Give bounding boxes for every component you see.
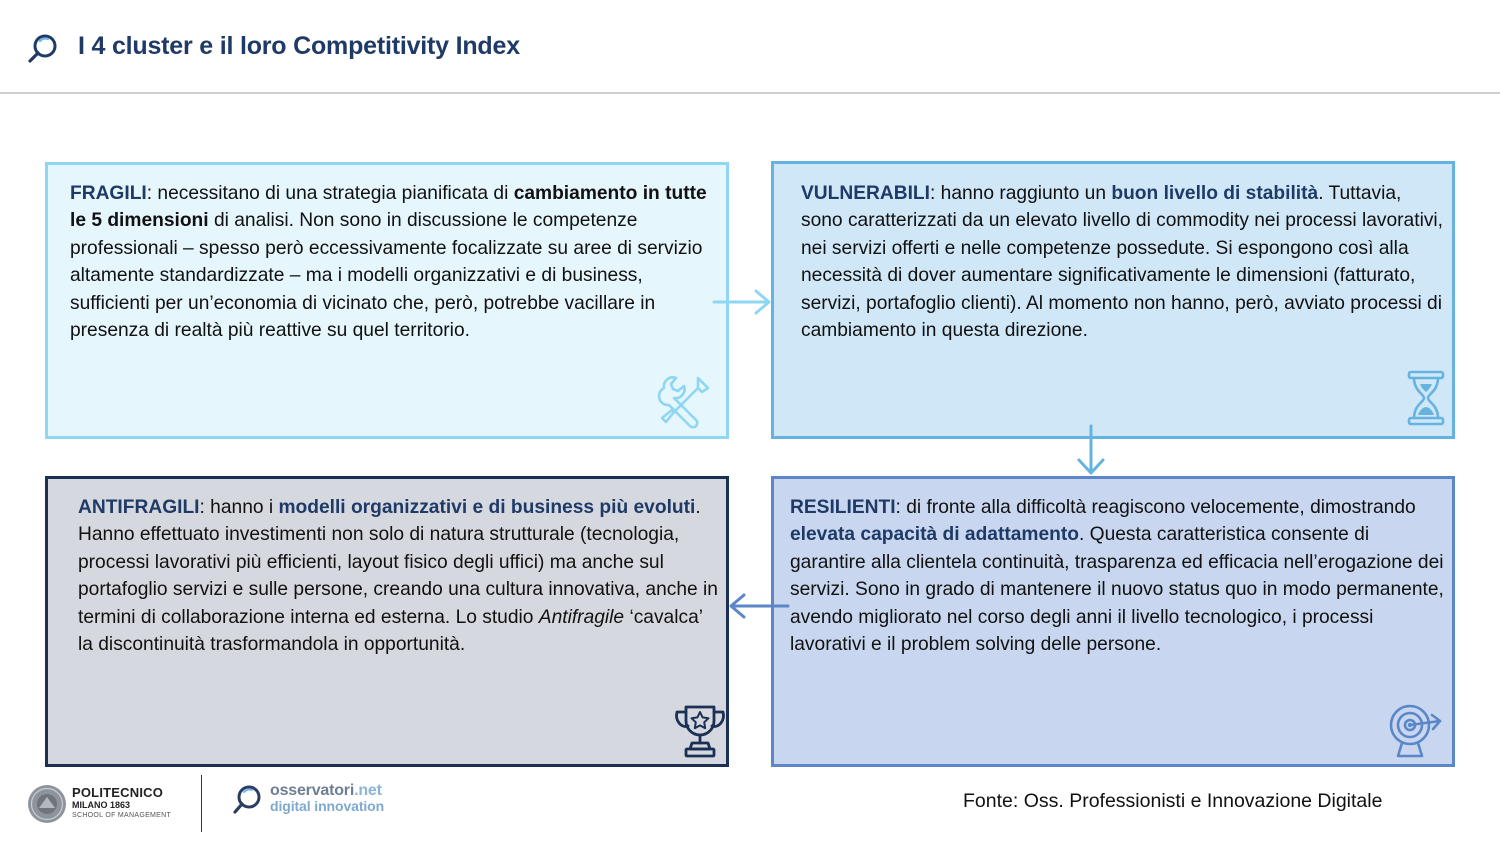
cluster-fragili-text: [70, 180, 710, 344]
cluster-antifragili-box: [45, 476, 729, 767]
cluster-resilienti-highlight: elevata capacità di adattamento: [790, 524, 1079, 546]
politecnico-name: POLITECNICO: [72, 785, 164, 800]
osservatori-main: osservatori: [270, 782, 355, 799]
trophy-icon: [672, 703, 728, 759]
header: [0, 0, 1500, 94]
politecnico-school: SCHOOL OF MANAGEMENT: [72, 812, 172, 819]
cluster-vulnerabili-box: [771, 161, 1455, 439]
arrow-down: [1076, 424, 1106, 476]
osservatori-logo: [270, 783, 384, 813]
cluster-resilienti-text-1: : di fronte alla difficoltà reagiscono velocemente, dimostrando: [895, 497, 1416, 518]
politecnico-city: MILANO 1863: [72, 800, 131, 810]
cluster-vulnerabili-text: [801, 180, 1446, 344]
cluster-resilienti-box: [771, 476, 1455, 767]
cluster-antifragili-text-3: ‘cavalca’ la discontinuità trasformandola in opportunità.: [78, 606, 703, 656]
hourglass-icon: [1406, 369, 1446, 427]
cluster-antifragili-highlight: modelli organizzativi e di business più evoluti: [278, 497, 696, 518]
target-icon: [1386, 703, 1446, 759]
cluster-vulnerabili-text-1: : hanno raggiunto un: [929, 183, 1112, 204]
page-title: I 4 cluster e il loro Competitivity Index: [78, 32, 520, 60]
cluster-antifragili-text-2: . Hanno effettuato investimenti non solo di natura strutturale (tecnologia, processi lavorativi più efficienti, layout fisico degli uffici) ma anche sul portafoglio servizi e sulle persone, creando una cultura innovativa, anche in termini di collaborazione interna ed esterna. Lo studio: [78, 497, 718, 628]
politecnico-seal-icon: [27, 784, 67, 824]
cluster-antifragili-lead: ANTIFRAGILI: [78, 497, 200, 518]
cluster-vulnerabili-highlight: buon livello di stabilità: [1111, 183, 1319, 204]
cluster-vulnerabili-lead: VULNERABILI: [801, 183, 930, 204]
cluster-vulnerabili-text-2: . Tuttavia, sono caratterizzati da un elevato livello di commodity nei processi lavorativi, nei servizi offerti e nelle competenze possedute. Si espongono così alla necessità di dover aumentare significativamente le dimensioni (fatturato, servizi, portafoglio clienti). Al momento non hanno, però, avviato processi di cambiamento in questa direzione.: [801, 183, 1444, 342]
footer-divider: [201, 775, 202, 832]
cluster-fragili-text-1: : necessitano di una strategia pianificata di: [146, 183, 514, 204]
cluster-fragili-box: [45, 162, 729, 439]
cluster-antifragili-italic: Antifragile: [538, 606, 625, 628]
cluster-antifragili-text: [78, 494, 718, 658]
tools-icon: [656, 374, 712, 430]
source-note: Fonte: Oss. Professionisti e Innovazione Digitale: [963, 790, 1383, 812]
cluster-fragili-lead: FRAGILI: [70, 183, 147, 204]
politecnico-logo: [72, 786, 171, 821]
osservatori-net: .net: [354, 782, 382, 799]
cluster-resilienti-text: [790, 494, 1450, 658]
cluster-fragili-text-2: di analisi. Non sono in discussione le competenze professionali – spesso però eccessivamente focalizzate su aree di servizio altamente standardizzate – ma i modelli organizzativi e di business, sufficienti per un’economia di vicinato che, però, potrebbe vacillare in presenza di realtà più reattive su quel territorio.: [70, 210, 703, 342]
cluster-antifragili-text-1: : hanno i: [199, 497, 279, 518]
arrow-left: [728, 592, 790, 620]
cluster-fragili-highlight: cambiamento in tutte le 5 dimensioni: [70, 183, 707, 232]
cluster-resilienti-text-2: . Questa caratteristica consente di garantire alla clientela continuità, trasparenza ed efficacia nell’erogazione dei servizi. Sono in grado di mantenere il nuovo status quo in modo permanente, avendo migliorato nel corso degli anni il livello tecnologico, i processi lavorativi e il problem solving delle persone.: [790, 524, 1444, 656]
magnifier-icon: [27, 32, 61, 64]
osservatori-sub: digital innovation: [270, 798, 385, 814]
osservatori-magnifier-icon: [232, 784, 264, 816]
cluster-resilienti-lead: RESILIENTI: [790, 497, 896, 518]
arrow-right: [712, 288, 772, 316]
